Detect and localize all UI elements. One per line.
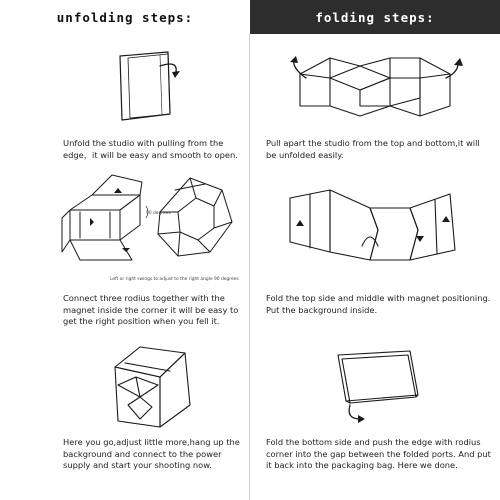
cube-drawing xyxy=(0,335,250,435)
fold-step2-caption: Fold the top side and middle with magnet positioning. Put the background inside. xyxy=(266,293,491,315)
angle-label: 90 degrees xyxy=(146,211,171,216)
unfolding-header: unfolding steps: xyxy=(0,0,250,34)
final-fold-drawing xyxy=(250,345,500,430)
fold-step1-illustration xyxy=(250,48,500,126)
fold-step1-caption: Pull apart the studio from the top and bottom,it will be unfolded easily. xyxy=(266,138,480,160)
unfold-step3-caption: Here you go,adjust little more,hang up the background and connect to the power supply and start your shooting now. xyxy=(63,437,240,471)
fold-step2-illustration xyxy=(250,180,500,280)
angle-note: Left or right swings to adjust to the right angle 90 degrees xyxy=(110,277,239,282)
unfold-step1-illustration xyxy=(0,48,250,133)
folding-header: folding steps: xyxy=(250,0,500,34)
unfold-step1-caption: Unfold the studio with pulling from the edge，it will be easy and smooth to open. xyxy=(63,138,238,160)
panel-fold-drawing xyxy=(250,180,500,280)
folding-column xyxy=(250,0,500,500)
fold-step3-caption: Fold the bottom side and push the edge with rodius corner into the gap between the folded ports. And put it back into the packaging bag. Here we done. xyxy=(266,437,491,471)
folded-panel-drawing xyxy=(0,48,250,133)
hex-frame-drawing xyxy=(158,178,232,256)
unfold-step2-illustration xyxy=(0,160,250,288)
unfold-step3-illustration xyxy=(0,335,250,435)
fold-step3-illustration xyxy=(250,345,500,430)
unfolded-studio-drawing xyxy=(250,48,500,126)
open-frame-drawing xyxy=(62,175,142,260)
unfold-step2-caption: Connect three rodius together with the magnet inside the corner it will be easy to get the right position when you fell it. xyxy=(63,293,239,327)
